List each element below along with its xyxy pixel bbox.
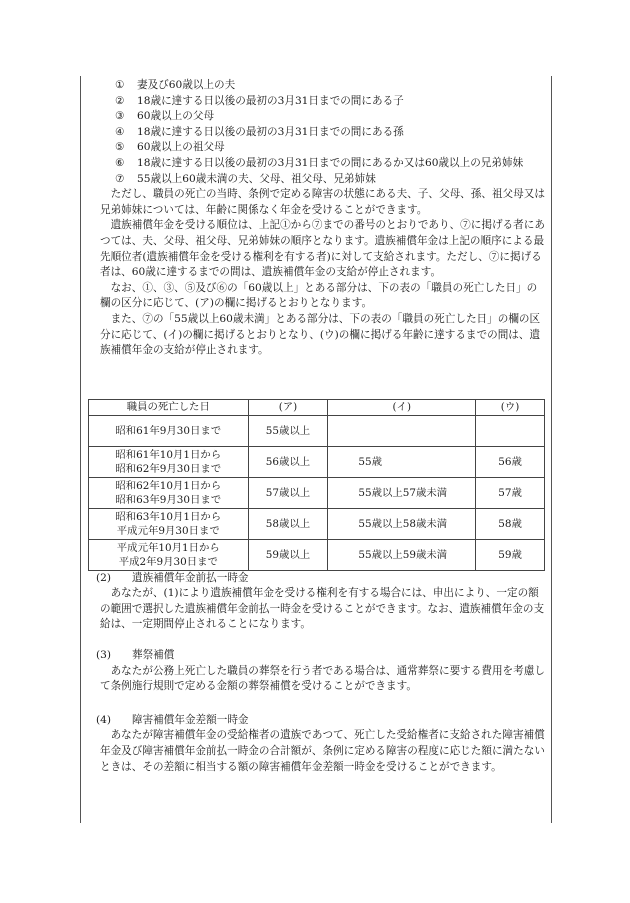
section-body: あなたが公務上死亡した職員の葬祭を行う者である場合は、通常葬祭に要する費用を考慮して条例施行規則で定める金額の葬祭補償を受けることができます。 bbox=[100, 664, 545, 693]
list-item: ③ 60歳以上の父母 bbox=[115, 110, 215, 123]
list-item: ⑤ 60歳以上の祖父母 bbox=[115, 141, 225, 154]
paragraph: また、⑦の「55歳以上60歳未満」とある部分は、下の表の「職員の死亡した日」の欄の区分に応じて、(イ)の欄に掲げるとおりとなり、(ウ)の欄に掲げる年齢に達するまでの間は、遺族補償年金の支給が停止されます。 bbox=[100, 312, 541, 357]
age-u-cell bbox=[476, 415, 545, 446]
document-body bbox=[88, 78, 546, 775]
list-item: ① 妻及び60歳以上の夫 bbox=[115, 79, 236, 91]
list-item: ⑦ 55歳以上60歳未満の夫、父母、祖父母、兄弟姉妹 bbox=[115, 172, 376, 185]
period-cell: 昭和63年10月1日から 平成元年9月30日まで bbox=[89, 508, 249, 539]
age-u-cell: 59歳 bbox=[476, 539, 545, 570]
age-u-cell: 56歳 bbox=[476, 446, 545, 477]
table-row bbox=[89, 539, 545, 570]
age-u-cell: 57歳 bbox=[476, 477, 545, 508]
age-i-cell: 55歳 bbox=[328, 446, 476, 477]
table-row bbox=[89, 446, 545, 477]
section-body: あなたが障害補償年金の受給権者の遺族であつて、死亡した受給権者に支給された障害補償年金及び障害補償年金前払一時金の合計額が、条例に定める障害の程度に応じた額に満たないときは、その差額に相当する額の障害補償年金差額一時金を受けることができます。 bbox=[100, 729, 545, 773]
age-period-table bbox=[88, 399, 545, 571]
paragraph: ただし、職員の死亡の当時、条例で定める障害の状態にある夫、子、父母、孫、祖父母又は兄弟姉妹については、年齢に関係なく年金を受けることができます。 bbox=[100, 188, 545, 216]
period-cell: 昭和62年10月1日から 昭和63年9月30日まで bbox=[89, 477, 249, 508]
age-i-cell bbox=[328, 415, 476, 446]
age-a-cell: 55歳以上 bbox=[248, 415, 328, 446]
column-header: (ア) bbox=[248, 399, 328, 415]
column-header: (イ) bbox=[328, 399, 476, 415]
age-a-cell: 57歳以上 bbox=[248, 477, 328, 508]
table-row bbox=[89, 477, 545, 508]
paragraph: なお、①、③、⑤及び⑥の「60歳以上」とある部分は、下の表の「職員の死亡した日」の欄の区分に応じて、(ア)の欄に掲げるとおりとなります。 bbox=[100, 281, 538, 310]
left-frame-line bbox=[80, 76, 81, 823]
table-row bbox=[89, 415, 545, 446]
list-item: ② 18歳に達する日以後の最初の3月31日までの間にある子 bbox=[115, 94, 404, 107]
list-item: ⑥ 18歳に達する日以後の最初の3月31日までの間にあるか又は60歳以上の兄弟姉妹 bbox=[115, 156, 524, 169]
period-cell: 平成元年10月1日から 平成2年9月30日まで bbox=[89, 539, 249, 570]
column-header: 職員の死亡した日 bbox=[89, 399, 249, 415]
period-cell: 昭和61年10月1日から 昭和62年9月30日まで bbox=[89, 446, 249, 477]
section-heading: (3) 葬祭補償 bbox=[96, 649, 175, 662]
section-heading: (2) 遺族補償年金前払一時金 bbox=[96, 571, 249, 584]
age-a-cell: 58歳以上 bbox=[248, 508, 328, 539]
age-i-cell: 55歳以上59歳未満 bbox=[328, 539, 476, 570]
age-u-cell: 58歳 bbox=[476, 508, 545, 539]
period-cell: 昭和61年9月30日まで bbox=[89, 415, 249, 446]
age-a-cell: 56歳以上 bbox=[248, 446, 328, 477]
list-item: ④ 18歳に達する日以後の最初の3月31日までの間にある孫 bbox=[115, 125, 404, 138]
age-a-cell: 59歳以上 bbox=[248, 539, 328, 570]
section-body: あなたが、(1)により遺族補償年金を受ける権利を有する場合には、申出により、一定の額の範囲で選択した遺族補償年金前払一時金を受けることができます。なお、遺族補償年金の支給は、一定期間停止されることになります。 bbox=[100, 587, 545, 631]
table-header-row bbox=[89, 399, 545, 415]
eligible-survivors-list bbox=[88, 78, 546, 187]
column-header: (ウ) bbox=[476, 399, 545, 415]
age-i-cell: 55歳以上57歳未満 bbox=[328, 477, 476, 508]
table-row bbox=[89, 508, 545, 539]
section-heading: (4) 障害補償年金差額一時金 bbox=[96, 713, 249, 726]
right-frame-line bbox=[551, 76, 552, 823]
age-i-cell: 55歳以上58歳未満 bbox=[328, 508, 476, 539]
paragraph: 遺族補償年金を受ける順位は、上記①から⑦までの番号のとおりであり、⑦に掲げる者にあつては、夫、父母、祖父母、兄弟姉妹の順序となります。遺族補償年金は上記の順序による最先順位者(遺族補償年金を受ける権利を有する者)に対して支給されます。ただし、⑦に掲げる者は、60歳に達するまでの間は、遺族補償年金の支給が停止されます。 bbox=[100, 219, 545, 279]
